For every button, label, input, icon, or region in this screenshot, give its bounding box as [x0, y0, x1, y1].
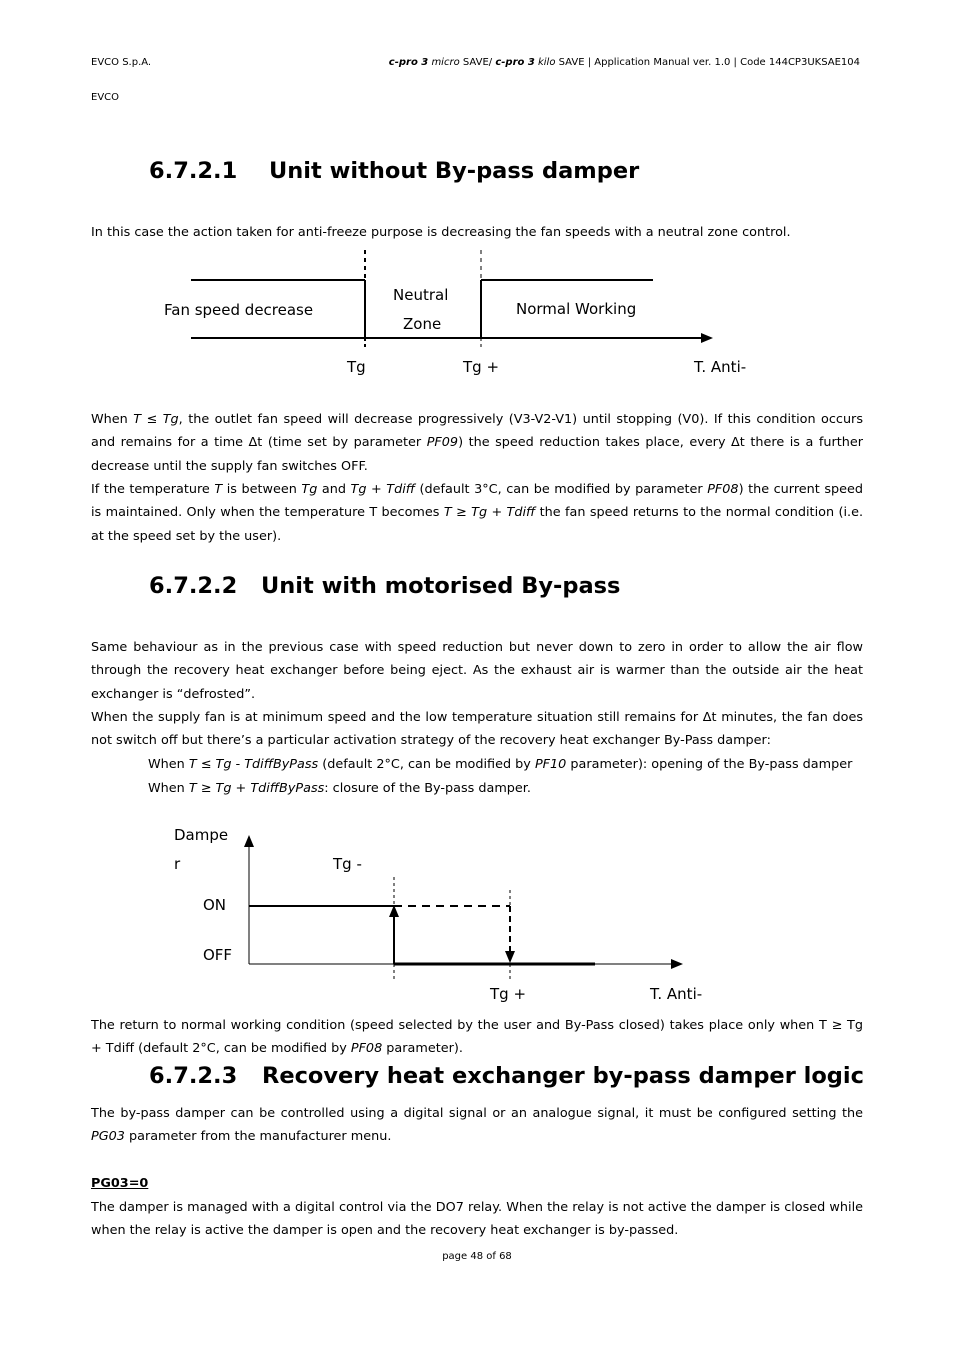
damper-axis-label-2: r	[174, 855, 181, 873]
s2-bullet-2: When T ≥ Tg + TdiffByPass: closure of the By-pass damper.	[148, 781, 531, 796]
header-company: EVCO S.p.A.	[91, 57, 152, 68]
s2-paragraph-1: Same behaviour as in the previous case with speed reduction but never down to zero in order to allow the air flow through the recovery heat exchanger before being eject. As the exhaust air is warmer than the outside air the heat exchanger is “defrosted”.	[91, 640, 863, 702]
axis-label-2: T. Anti-	[650, 985, 703, 1003]
tg-plus-label-2: Tg +	[490, 985, 527, 1003]
temperature-axis-arrow-icon	[671, 959, 683, 969]
s1-intro: In this case the action taken for anti-freeze purpose is decreasing the fan speeds with a neutral zone control.	[91, 225, 791, 240]
page-number: page 48 of 68	[442, 1251, 512, 1262]
damper-axis-arrow-icon	[244, 835, 254, 847]
fan-speed-decrease-label: Fan speed decrease	[164, 301, 314, 319]
axis-label: T. Anti-	[694, 358, 747, 376]
tg-plus-label: Tg +	[463, 358, 500, 376]
neutral-label-1: Neutral	[393, 286, 449, 304]
s2-paragraph-2: When the supply fan is at minimum speed and the low temperature situation still remains for Δt minutes, the fan does not switch off but there’s a particular activation strategy of the recovery heat exchanger By-Pass damper:	[91, 710, 863, 749]
normal-working-label: Normal Working	[516, 300, 637, 318]
damper-axis-label-1: Dampe	[174, 826, 229, 844]
s1-paragraph-1: When T ≤ Tg, the outlet fan speed will decrease progressively (V3-V2-V1) until stopping (V0). If this condition occurs and remains for a time Δt (time set by parameter PF09) the speed reduction takes place, every Δt there is a further decrease until the supply fan switches OFF.	[91, 412, 863, 474]
on-label: ON	[203, 896, 227, 914]
pg03-subheading: PG03=0	[91, 1176, 149, 1191]
header-title: c-pro 3 micro SAVE/ c-pro 3 kilo SAVE | Application Manual ver. 1.0 | Code 144CP3UKSAE104	[388, 57, 860, 68]
s1-paragraph-2: If the temperature T is between Tg and Tg + Tdiff (default 3°C, can be modified by parameter PF08) the current speed is maintained. Only when the temperature T becomes T ≥ Tg + Tdiff the fan speed returns to the normal condition (i.e. at the speed set by the user).	[91, 482, 864, 544]
header-brand: EVCO	[91, 92, 120, 103]
down-arrow-icon	[505, 951, 515, 963]
neutral-label-2: Zone	[403, 315, 442, 333]
section-heading-6723: 6.7.2.3 Recovery heat exchanger by-pass damper logic	[149, 1063, 864, 1089]
tg-label: Tg	[347, 358, 366, 376]
tg-minus-label: Tg -	[333, 855, 362, 873]
s3-paragraph-2: The damper is managed with a digital control via the DO7 relay. When the relay is not active the damper is closed while when the relay is active the damper is open and the recovery heat exchanger is by-passed.	[91, 1200, 863, 1239]
section-heading-6721: 6.7.2.1 Unit without By-pass damper	[149, 158, 640, 184]
s2-paragraph-3: The return to normal working condition (speed selected by the user and By-Pass closed) takes place only when T ≥ Tg + Tdiff (default 2°C, can be modified by PF08 parameter).	[91, 1018, 863, 1057]
s2-bullet-1: When T ≤ Tg - TdiffByPass (default 2°C, can be modified by PF10 parameter): opening of the By-pass damper	[148, 757, 853, 772]
off-label: OFF	[203, 946, 233, 964]
s3-paragraph-1: The by-pass damper can be controlled using a digital signal or an analogue signal, it must be configured setting the PG03 parameter from the manufacturer menu.	[91, 1106, 863, 1145]
section-heading-6722: 6.7.2.2 Unit with motorised By-pass	[149, 573, 621, 599]
